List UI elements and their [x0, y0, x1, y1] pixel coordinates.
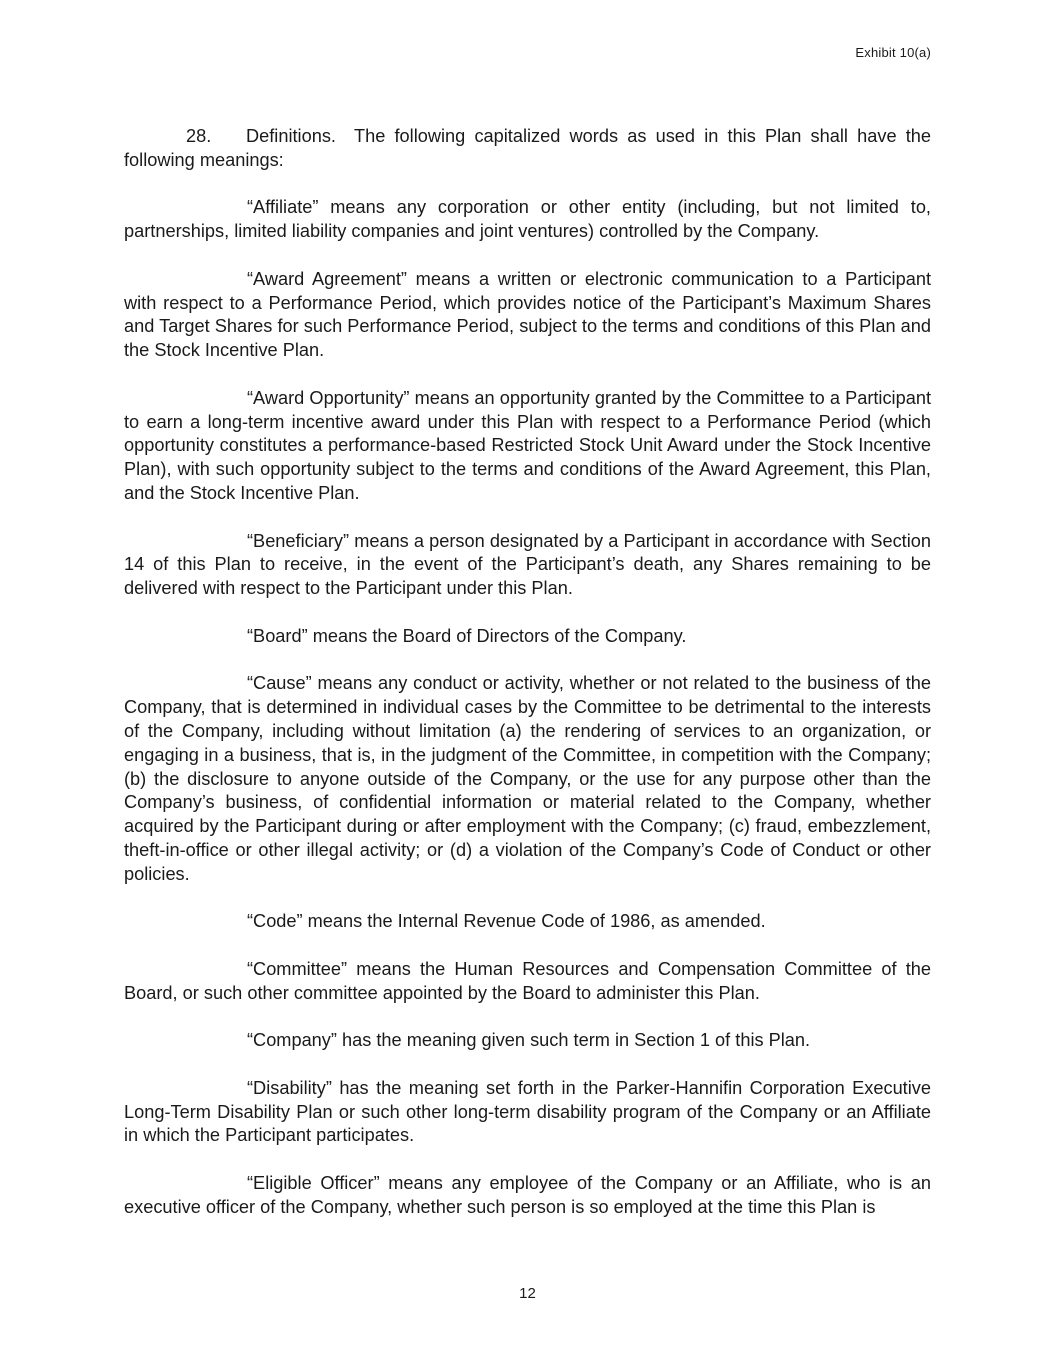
document-body	[124, 125, 931, 1243]
page-number: 12	[519, 1285, 536, 1302]
exhibit-label: Exhibit 10(a)	[855, 45, 931, 60]
definition-board: “Board” means the Board of Directors of the Company.	[247, 625, 687, 646]
section-intro	[124, 125, 931, 173]
definition-award-agreement: “Award Agreement” means a written or electronic communication to a Participant with respect to a Performance Period, which provides notice of the Participant’s Maximum Shares and Target Shares for such Performance Period, subject to the terms and conditions of this Plan and the Stock Incentive Plan.	[124, 268, 931, 361]
definition-code: “Code” means the Internal Revenue Code of 1986, as amended.	[247, 911, 766, 932]
definition-company: “Company” has the meaning given such term in Section 1 of this Plan.	[247, 1030, 811, 1051]
section-intro-text: The following capitalized words as used in this Plan shall have the following meanings:	[124, 126, 932, 170]
definition-cause: “Cause” means any conduct or activity, whether or not related to the business of the Company, that is determined in individual cases by the Committee to be detrimental to the interests of the Company, including without limitation (a) the rendering of services to an organization, or engaging in a business, that is, in the judgment of the Committee, in competition with the Company; (b) the disclosure to anyone outside of the Company, or the use for any purpose other than the Company’s business, of confidential information or material related to the Company, whether acquired by the Participant during or after employment with the Company; (c) fraud, embezzlement, theft-in-office or other illegal activity; or (d) a violation of the Company’s Code of Conduct or other policies.	[124, 673, 931, 884]
section-number: 28.	[186, 126, 212, 146]
definition-disability: “Disability” has the meaning set forth in the Parker-Hannifin Corporation Executive Long-Term Disability Plan or such other long-term disability program of the Company or an Affiliate in which the Participant participates.	[124, 1077, 931, 1146]
definition-committee: “Committee” means the Human Resources and Compensation Committee of the Board, or such other committee appointed by the Board to administer this Plan.	[124, 958, 931, 1003]
definition-beneficiary: “Beneficiary” means a person designated by a Participant in accordance with Section 14 of this Plan to receive, in the event of the Participant’s death, any Shares remaining to be delivered with respect to the Participant under this Plan.	[124, 530, 931, 599]
definition-affiliate: “Affiliate” means any corporation or other entity (including, but not limited to, partnerships, limited liability companies and joint ventures) controlled by the Company.	[124, 197, 931, 242]
section-heading: Definitions.	[246, 126, 336, 146]
definition-award-opportunity: “Award Opportunity” means an opportunity granted by the Committee to a Participant to earn a long-term incentive award under this Plan with respect to a Performance Period (which opportunity constitutes a performance-based Restricted Stock Unit Award under the Stock Incentive Plan), with such opportunity subject to the terms and conditions of the Award Agreement, this Plan, and the Stock Incentive Plan.	[124, 387, 931, 503]
definition-eligible-officer: “Eligible Officer” means any employee of the Company or an Affiliate, who is an executive officer of the Company, whether such person is so employed at the time this Plan is	[124, 1173, 931, 1217]
